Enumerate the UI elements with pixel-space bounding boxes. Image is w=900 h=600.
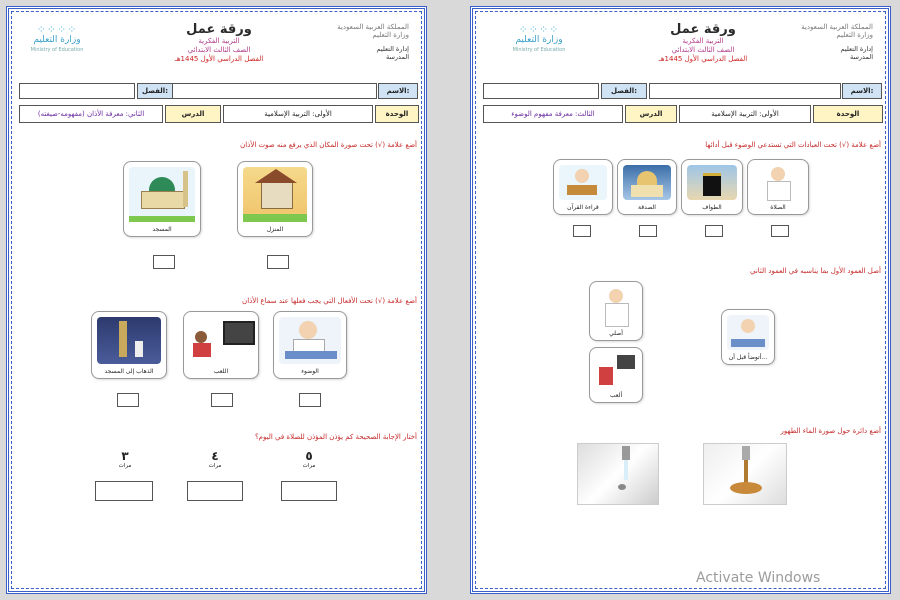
charity-icon — [623, 165, 671, 200]
logo-dots-icon: ⁘⁘⁘⁘ — [36, 23, 78, 36]
ministry-logo — [21, 25, 93, 55]
option-unit: مرات — [118, 463, 132, 469]
card-caption: اللعب — [213, 368, 229, 375]
checkbox-go-mosque[interactable] — [117, 393, 139, 407]
semester-name: الفصل الدراسي الأول 1445هـ — [658, 55, 748, 63]
card-mosque[interactable] — [123, 161, 201, 237]
name-input[interactable] — [649, 83, 841, 99]
question-3: أختار الإجابة الصحيحة كم يؤذن المؤذن للصلاة في اليوم؟ — [254, 433, 417, 441]
emblem-text — [309, 23, 409, 39]
emblem-line-1: المملكة العربية السعودية — [801, 23, 873, 31]
water-stream-icon — [624, 460, 628, 480]
name-label: الاسم: — [842, 83, 882, 99]
card-charity[interactable] — [617, 159, 677, 215]
mosque-body-icon — [141, 191, 185, 209]
checkbox-play[interactable] — [211, 393, 233, 407]
checkbox-wudu[interactable] — [299, 393, 321, 407]
option-4 — [185, 449, 245, 469]
card-play[interactable] — [589, 347, 643, 403]
go-mosque-icon — [97, 317, 161, 364]
water-pool-icon — [730, 482, 762, 494]
card-caption: ألعب — [609, 392, 623, 399]
answer-box-5[interactable] — [281, 481, 337, 501]
card-wudu-before[interactable] — [721, 309, 775, 365]
checkbox-prayer[interactable] — [771, 225, 789, 237]
house-roof-icon — [255, 169, 297, 183]
card-caption: قراءة القرآن — [567, 204, 599, 211]
tap-icon — [622, 446, 630, 460]
subject-name: التربية الفكرية — [198, 37, 240, 45]
unit-value: الأولى: التربية الإسلامية — [223, 105, 373, 123]
unit-value: الأولى: التربية الإسلامية — [679, 105, 811, 123]
class-input[interactable] — [19, 83, 135, 99]
emblem-text — [773, 23, 873, 39]
dirty-water-image[interactable] — [703, 443, 787, 505]
card-caption: الصلاة — [770, 204, 786, 211]
lesson-value: الثالث: معرفة مفهوم الوضوء — [483, 105, 623, 123]
card-pray[interactable] — [589, 281, 643, 341]
question-3: أضع دائرة حول صورة الماء الطهور — [780, 427, 881, 435]
ministry-name-en: Ministry of Education — [512, 47, 566, 53]
logo-dots-icon: ⁘⁘⁘⁘ — [518, 23, 560, 36]
person-head-icon — [609, 289, 623, 303]
building-icon — [631, 185, 663, 197]
lesson-label: الدرس — [625, 105, 677, 123]
kid-head-icon — [195, 331, 207, 343]
option-unit: مرات — [302, 463, 316, 469]
class-label: الفصل: — [601, 83, 647, 99]
play-icon — [595, 353, 637, 388]
answer-box-4[interactable] — [187, 481, 243, 501]
card-caption: الصدقة — [638, 204, 656, 211]
quran-icon — [559, 165, 607, 200]
clean-water-image[interactable] — [577, 443, 659, 505]
emblem-line-2: وزارة التعليم — [836, 31, 873, 39]
card-house[interactable] — [237, 161, 313, 237]
grass-icon — [243, 214, 307, 222]
drain-icon — [618, 484, 626, 490]
page-title: ورقة عمل — [186, 22, 252, 37]
lesson-value: الثاني: معرفة الأذان (مفهومه-صيغته) — [19, 105, 163, 123]
header-center — [149, 23, 289, 64]
ministry-name: وزارة التعليم — [33, 35, 81, 45]
card-prayer[interactable] — [747, 159, 809, 215]
option-number: ٣ — [121, 449, 129, 463]
mosque-icon — [129, 167, 195, 222]
grade-name: الصف الثالث الابتدائي — [187, 46, 251, 54]
question-2: أضع علامة (√) تحت الأفعال التي يجب فعلها عند سماع الأذان — [242, 297, 417, 305]
admin-label: إدارة التعليم — [840, 45, 873, 53]
checkbox-tawaf[interactable] — [705, 225, 723, 237]
card-caption: الطواف — [702, 204, 722, 211]
name-input[interactable] — [151, 83, 377, 99]
emblem-line-2: وزارة التعليم — [372, 31, 409, 39]
answer-box-3[interactable] — [95, 481, 153, 501]
card-quran[interactable] — [553, 159, 613, 215]
admin-label: إدارة التعليم — [376, 45, 409, 53]
question-2: أصل العمود الأول بما يناسبه في العمود الثاني — [750, 267, 881, 275]
option-3 — [95, 449, 155, 469]
class-input[interactable] — [483, 83, 599, 99]
card-caption: المسجد — [152, 226, 172, 233]
header-center — [633, 23, 773, 64]
house-icon — [243, 167, 307, 222]
unit-label: الوحدة — [813, 105, 883, 123]
card-caption: الوضوء — [301, 368, 319, 375]
worksheet-right — [470, 6, 891, 594]
prayer-icon — [753, 165, 803, 200]
activate-windows-watermark: Activate Windows — [696, 570, 821, 586]
basin-icon — [731, 339, 765, 347]
dome-icon — [637, 171, 657, 185]
lesson-label: الدرس — [165, 105, 221, 123]
card-wudu[interactable] — [273, 311, 347, 379]
wudu-icon — [727, 315, 769, 350]
checkbox-quran[interactable] — [573, 225, 591, 237]
option-5 — [279, 449, 339, 469]
person-body-icon — [605, 303, 629, 327]
person-head-icon — [299, 321, 317, 339]
house-body-icon — [261, 181, 293, 209]
ministry-name: وزارة التعليم — [515, 35, 563, 45]
kid-body-icon — [193, 343, 211, 357]
option-number: ٤ — [211, 449, 219, 463]
card-caption: أصلي — [609, 330, 623, 337]
card-go-mosque[interactable] — [91, 311, 167, 379]
checkbox-charity[interactable] — [639, 225, 657, 237]
kaaba-block-icon — [703, 173, 721, 196]
reader-head-icon — [575, 169, 589, 183]
question-1: أضع علامة (√) تحت العبادات التي تستدعي الوضوء قبل أدائها — [705, 141, 881, 149]
person-body-icon — [767, 181, 791, 201]
book-icon — [567, 185, 597, 195]
play-icon — [189, 317, 253, 364]
option-unit: مرات — [208, 463, 222, 469]
checkbox-mosque[interactable] — [153, 255, 175, 269]
card-caption: أتوضأ قبل أن... — [728, 354, 768, 361]
person-head-icon — [741, 319, 755, 333]
name-label: الاسم: — [378, 83, 418, 99]
person-head-icon — [771, 167, 785, 181]
ministry-name-en: Ministry of Education — [30, 47, 84, 53]
page-title: ورقة عمل — [670, 22, 736, 37]
grade-name: الصف الثالث الابتدائي — [671, 46, 735, 54]
basin-icon — [285, 351, 337, 359]
school-label: المدرسة — [849, 53, 873, 61]
checkbox-house[interactable] — [267, 255, 289, 269]
admin-school-labels — [299, 45, 409, 61]
semester-name: الفصل الدراسي الأول 1445هـ — [174, 55, 264, 63]
card-caption: المنزل — [266, 226, 284, 233]
tv-icon — [223, 321, 255, 345]
tower-icon — [119, 321, 127, 357]
admin-school-labels — [763, 45, 873, 61]
card-play[interactable] — [183, 311, 259, 379]
grass-icon — [129, 216, 195, 222]
subject-name: التربية الفكرية — [682, 37, 724, 45]
worksheet-left — [6, 6, 427, 594]
option-number: ٥ — [305, 449, 313, 463]
minaret-icon — [183, 171, 188, 207]
tv-icon — [617, 355, 635, 369]
card-tawaf[interactable] — [681, 159, 743, 215]
tap-icon — [742, 446, 750, 460]
question-1: أضع علامة (√) تحت صورة المكان الذي يرفع منه صوت الأذان — [240, 141, 417, 149]
emblem-line-1: المملكة العربية السعودية — [337, 23, 409, 31]
kid-icon — [599, 367, 613, 385]
wudu-icon — [279, 317, 341, 364]
kaaba-icon — [687, 165, 737, 200]
pray-icon — [595, 287, 637, 326]
ministry-logo — [503, 25, 575, 55]
card-caption: الذهاب إلى المسجد — [104, 368, 154, 375]
class-label: الفصل: — [137, 83, 173, 99]
school-label: المدرسة — [385, 53, 409, 61]
walking-person-icon — [135, 341, 143, 357]
unit-label: الوحدة — [375, 105, 419, 123]
